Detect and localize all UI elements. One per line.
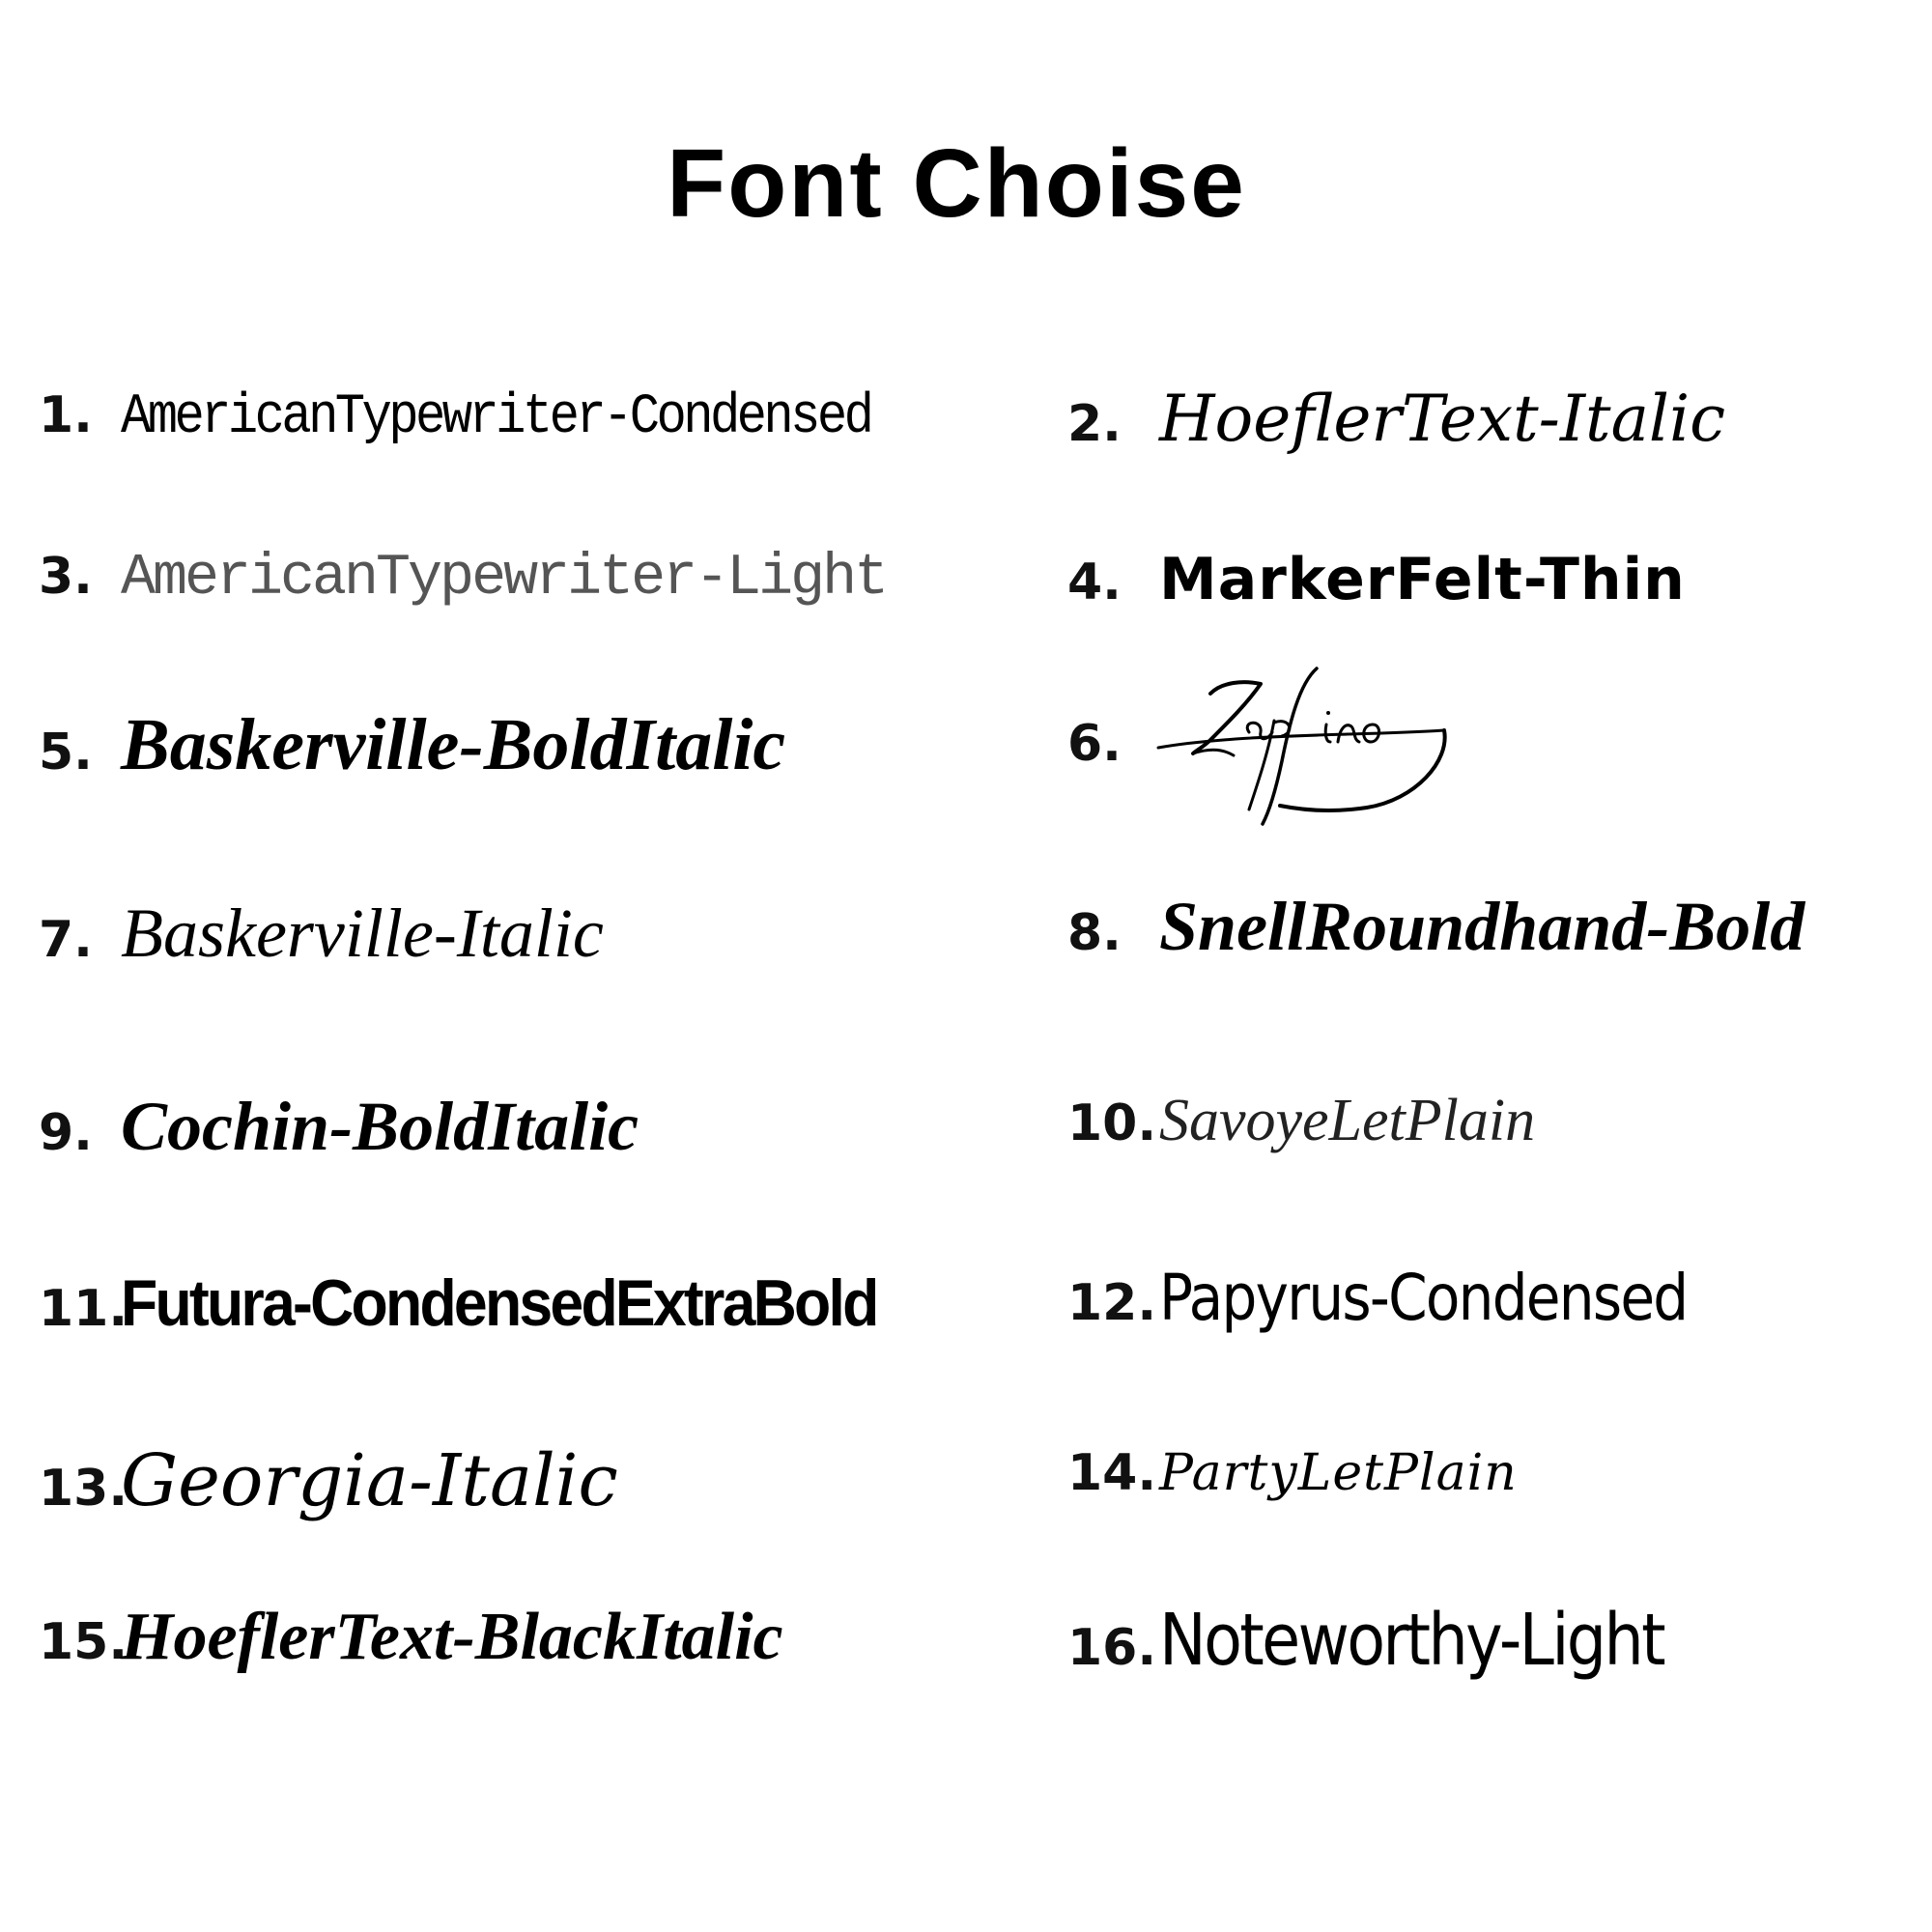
font-number: 5. xyxy=(39,724,93,781)
font-option-9 xyxy=(39,1087,639,1167)
font-sample: Baskerville-BoldItalic xyxy=(121,704,786,785)
font-option-2 xyxy=(1067,382,1725,456)
font-number: 8. xyxy=(1067,904,1122,962)
font-sample: Futura-CondensedExtraBold xyxy=(121,1266,877,1340)
font-option-11 xyxy=(39,1265,943,1341)
font-option-12 xyxy=(1067,1261,1759,1335)
font-sample: MarkerFelt-Thin xyxy=(1159,546,1686,613)
font-number: 12. xyxy=(1067,1274,1157,1332)
font-sample: Noteworthy-Light xyxy=(1159,1599,1664,1682)
font-option-4 xyxy=(1067,546,1686,613)
font-option-15 xyxy=(39,1599,783,1676)
font-option-5 xyxy=(39,703,785,787)
font-sample: SnellRoundhand-Bold xyxy=(1159,888,1805,965)
font-option-3 xyxy=(39,546,886,611)
font-sample: SavoyeLetPlain xyxy=(1159,1088,1536,1153)
font-number: 11. xyxy=(39,1280,128,1338)
font-number: 4. xyxy=(1067,554,1122,611)
font-number: 10. xyxy=(1067,1094,1157,1152)
font-option-10 xyxy=(1067,1087,1535,1155)
font-option-16 xyxy=(1067,1599,1732,1682)
font-sample: HoeflerText-Italic xyxy=(1159,382,1726,456)
zapfino-signature-sample xyxy=(1154,665,1473,829)
font-option-1 xyxy=(39,386,954,449)
font-sample: Baskerville-Italic xyxy=(121,895,604,972)
font-number: 13. xyxy=(39,1460,128,1518)
font-sample: AmericanTypewriter-Condensed xyxy=(121,386,871,449)
zapfino-script-icon xyxy=(1154,665,1473,829)
font-option-6 xyxy=(1067,715,1159,773)
font-number: 9. xyxy=(39,1104,93,1162)
font-number: 1. xyxy=(39,386,93,444)
font-sample: Georgia-Italic xyxy=(121,1439,618,1522)
font-number: 15. xyxy=(39,1613,128,1671)
font-number: 16. xyxy=(1067,1619,1157,1677)
font-sample: Papyrus-Condensed xyxy=(1159,1261,1688,1335)
font-option-8 xyxy=(1067,887,1804,967)
page-title: Font Choise xyxy=(667,129,1246,238)
font-number: 6. xyxy=(1067,715,1122,773)
font-number: 2. xyxy=(1067,395,1122,453)
font-option-7 xyxy=(39,894,604,974)
font-option-14 xyxy=(1067,1444,1518,1502)
font-number: 7. xyxy=(39,911,93,969)
font-sample: AmericanTypewriter-Light xyxy=(121,546,887,611)
font-number: 14. xyxy=(1067,1444,1157,1502)
font-sample: PartyLetPlain xyxy=(1159,1444,1518,1502)
font-option-13 xyxy=(39,1439,618,1522)
font-number: 3. xyxy=(39,548,93,606)
font-sample: Cochin-BoldItalic xyxy=(121,1088,639,1165)
font-sample: HoeflerText-BlackItalic xyxy=(121,1600,783,1674)
